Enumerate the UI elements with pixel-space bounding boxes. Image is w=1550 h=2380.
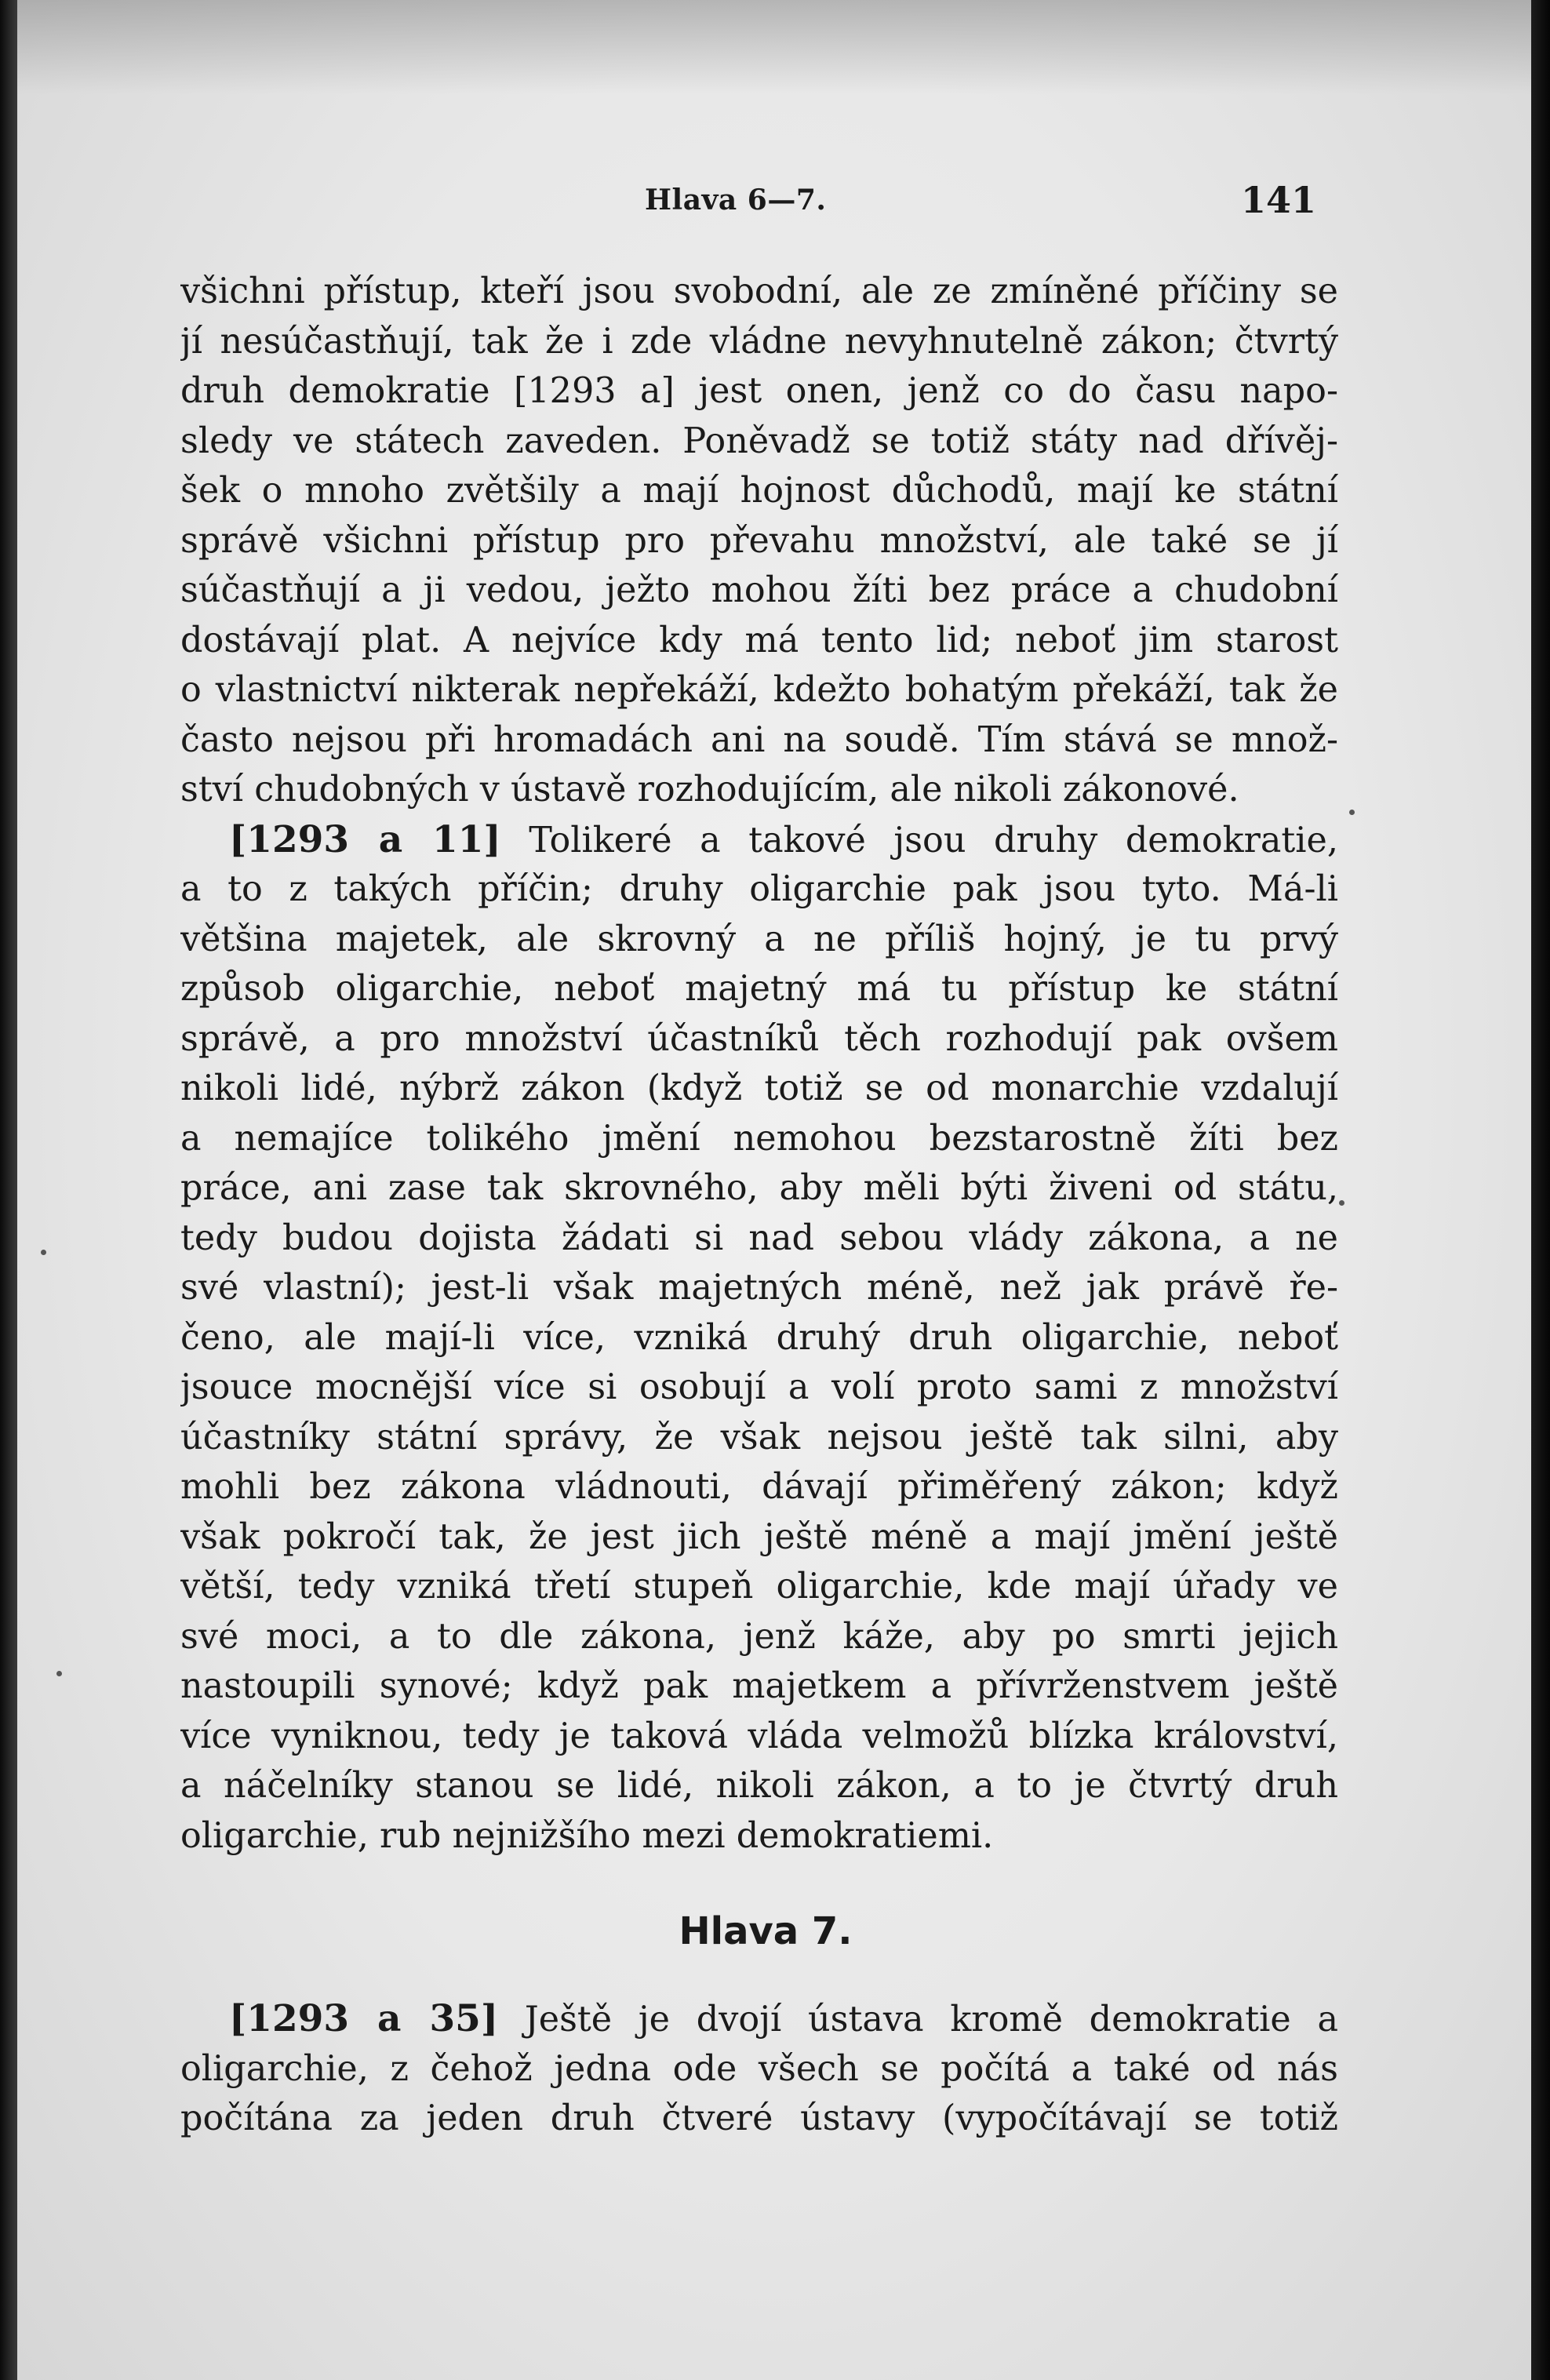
bekker-reference: [1293 a 35] — [229, 1997, 499, 2040]
bekker-reference: [1293 a 11] — [229, 817, 501, 861]
text-line: jí nesúčastňují, tak že i zde vládne nevyhnutelně zákon; čtvrtý — [180, 321, 1338, 362]
text-line: čeno, ale mají-li více, vzniká druhý druh oligarchie, neboť — [180, 1317, 1338, 1358]
text-line: súčastňují a ji vedou, ježto mohou žíti bez práce a chudobní — [180, 570, 1338, 610]
print-speck — [56, 1671, 62, 1676]
text-line: tedy budou dojista žádati si nad sebou vlády zákona, a ne — [180, 1217, 1338, 1258]
page-top-shadow — [17, 0, 1531, 94]
text-line: nastoupili synové; když pak majetkem a přívrženstvem ještě — [180, 1666, 1338, 1706]
print-speck — [1349, 810, 1355, 815]
text-line: správě všichni přístup pro převahu množství, ale také se jí — [180, 520, 1338, 561]
scan-left-edge — [0, 0, 17, 2380]
body-text — [180, 267, 1338, 2144]
text-line-rest: Ještě je dvojí ústava kromě demokratie a — [524, 2000, 1338, 2040]
scan-right-edge — [1531, 0, 1550, 2380]
text-line: mohli bez zákona vládnouti, dávají přiměřený zákon; když — [180, 1467, 1338, 1507]
text-line: ství chudobných v ústavě rozhodujícím, ale nikoli zákonové. — [180, 770, 1239, 810]
text-line: sledy ve státech zaveden. Poněvadž se totiž státy nad dřívěj- — [180, 420, 1338, 461]
text-line: dostávají plat. A nejvíce kdy má tento lid; neboť jim starost — [180, 620, 1338, 661]
text-line: způsob oligarchie, neboť majetný má tu přístup ke státní — [180, 969, 1338, 1009]
chapter-heading: Hlava 7. — [679, 1909, 853, 1953]
text-line: a nemajíce tolikého jmění nemohou bezstarostně žíti bez — [180, 1118, 1338, 1159]
text-line: své vlastní); jest-li však majetných méně, než jak právě ře- — [180, 1268, 1338, 1308]
text-line: větší, tedy vzniká třetí stupeň oligarchie, kde mají úřady ve — [180, 1567, 1338, 1607]
text-line: často nejsou při hromadách ani na soudě. Tím stává se množ- — [180, 719, 1338, 760]
text-line: oligarchie, z čehož jedna ode všech se počítá a také od nás — [180, 2048, 1338, 2089]
text-line: účastníky státní správy, že však nejsou ještě tak silni, aby — [180, 1417, 1338, 1457]
text-line: více vyniknou, tedy je taková vláda velmožů blízka království, — [180, 1716, 1338, 1756]
page-header — [17, 174, 1531, 221]
text-line: všichni přístup, kteří jsou svobodní, ale ze zmíněné příčiny se — [180, 271, 1338, 311]
text-line-rest: Tolikeré a takové jsou druhy demokratie, — [529, 820, 1338, 861]
text-line: většina majetek, ale skrovný a ne příliš hojný, je tu prvý — [180, 919, 1338, 959]
text-line: jsouce mocnější více si osobují a volí proto sami z množství — [180, 1367, 1338, 1407]
text-line: oligarchie, rub nejnižšího mezi demokratiemi. — [180, 1815, 994, 1856]
text-line: šek o mnoho zvětšily a mají hojnost důchodů, mají ke státní — [180, 471, 1338, 511]
text-line: nikoli lidé, nýbrž zákon (když totiž se od monarchie vzdalují — [180, 1068, 1338, 1108]
paragraph-3 — [180, 1994, 1338, 2144]
text-line: o vlastnictví nikterak nepřekáží, kdežto bohatým překáží, tak že — [180, 670, 1338, 710]
text-line — [180, 815, 1338, 865]
running-head: Hlava 6—7. — [645, 184, 827, 217]
paragraph-1 — [180, 267, 1338, 815]
paragraph-2 — [180, 815, 1338, 1861]
text-line: práce, ani zase tak skrovného, aby měli býti živeni od státu, — [180, 1168, 1338, 1208]
print-speck — [41, 1250, 46, 1255]
text-line — [180, 1994, 1338, 2044]
book-page — [17, 0, 1531, 2380]
page-number: 141 — [1241, 179, 1317, 221]
text-line: a náčelníky stanou se lidé, nikoli zákon, a to je čtvrtý druh — [180, 1766, 1338, 1806]
text-line: počítána za jeden druh čtveré ústavy (vypočítávají se totiž — [180, 2098, 1338, 2138]
text-line: druh demokratie [1293 a] jest onen, jenž co do času napo- — [180, 371, 1338, 411]
text-line: však pokročí tak, že jest jich ještě méně a mají jmění ještě — [180, 1516, 1338, 1557]
text-line: a to z takých příčin; druhy oligarchie pak jsou tyto. Má-li — [180, 869, 1338, 909]
text-line: správě, a pro množství účastníků těch rozhodují pak ovšem — [180, 1018, 1338, 1059]
print-speck — [1339, 1200, 1344, 1206]
text-line: své moci, a to dle zákona, jenž káže, aby po smrti jejich — [180, 1616, 1338, 1657]
